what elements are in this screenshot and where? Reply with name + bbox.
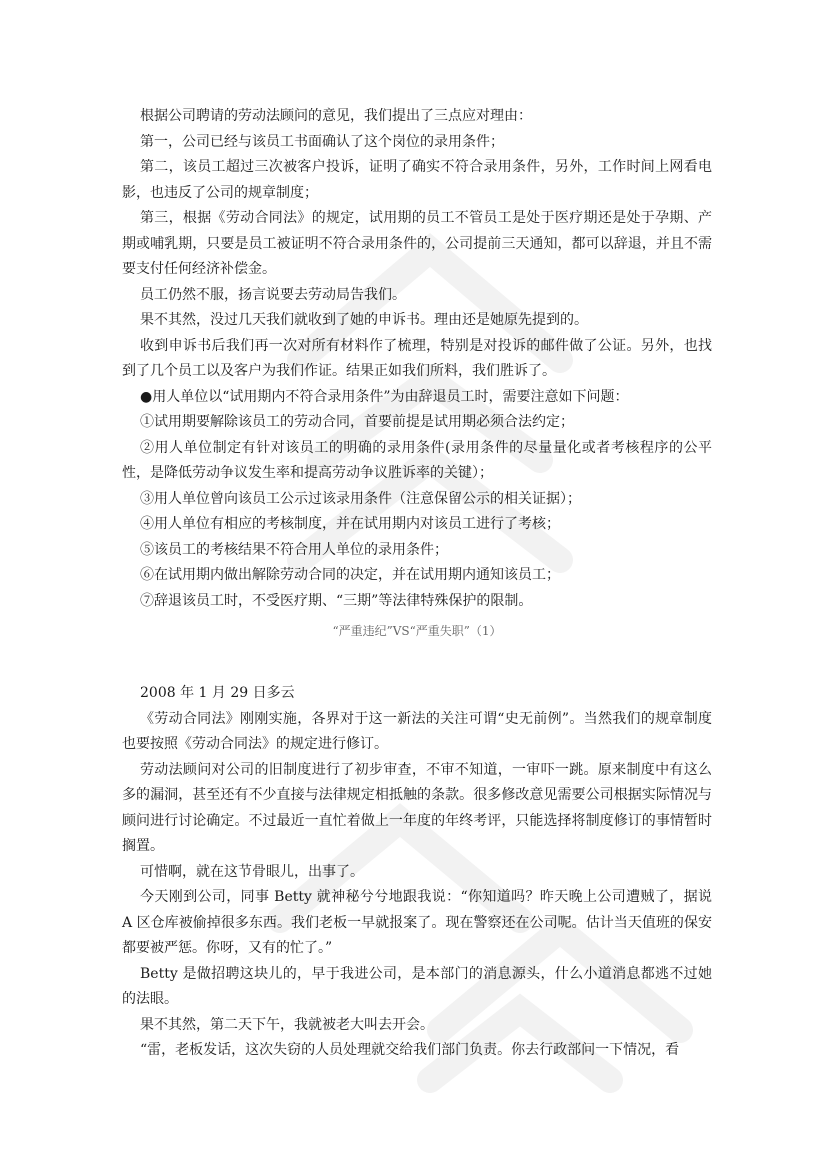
list-item: ②用人单位制定有针对该员工的明确的录用条件(录用条件的尽量量化或者考核程序的公平性，是降低劳动争议发生率和提高劳动争议胜诉率的关键）； xyxy=(122,439,712,481)
paragraph: 根据公司聘请的劳动法顾问的意见，我们提出了三点应对理由： xyxy=(140,108,532,124)
paragraph: 可惜啊，就在这节骨眼儿，出事了。 xyxy=(140,863,364,880)
paragraph: 果不其然，没过几天我们就收到了她的申诉书。理由还是她原先提到的。 xyxy=(140,312,588,328)
list-item: ⑦辞退该员工时，不受医疗期、“三期”等法律特殊保护的限制。 xyxy=(140,592,533,609)
paragraph: Betty 是做招聘这块儿的，早于我进公司，是本部门的消息源头，什么小道消息都逃不过她的法眼。 xyxy=(122,965,712,1007)
body-text-block-1 xyxy=(122,104,712,614)
body-text-block-2 xyxy=(122,681,712,1064)
diary-date: 2008 年 1 月 29 日多云 xyxy=(140,685,295,701)
list-item: ①试用期要解除该员工的劳动合同，首要前提是试用期必须合法约定； xyxy=(140,414,574,430)
list-item: ③用人单位曾向该员工公示过该录用条件（注意保留公示的相关证据）； xyxy=(140,490,581,507)
paragraph: 员工仍然不服，扬言说要去劳动局告我们。 xyxy=(140,286,406,303)
paragraph: 第三，根据《劳动合同法》的规定，试用期的员工不管员工是处于医疗期还是处于孕期、产期或哺乳期，只要是员工被证明不符合录用条件的，公司提前三天通知，都可以辞退，并且不需要支付任何经济补偿金。 xyxy=(122,210,712,277)
bullet-heading: ●用人单位以“试用期内不符合录用条件”为由辞退员工时，需要注意如下问题： xyxy=(140,388,629,405)
paragraph: 果不其然，第二天下午，我就被老大叫去开会。 xyxy=(140,1016,434,1033)
paragraph: 第二，该员工超过三次被客户投诉，证明了确实不符合录用条件，另外，工作时间上网看电影，也违反了公司的规章制度； xyxy=(122,159,712,201)
paragraph: 第一，公司已经与该员工书面确认了这个岗位的录用条件； xyxy=(140,133,504,150)
paragraph: 今天刚到公司，同事 Betty 就神秘兮兮地跟我说：“你知道吗？昨天晚上公司遭贼了，据说 A 区仓库被偷掉很多东西。我们老板一早就报案了。现在警察还在公司呢。估计当天值班的保安都要被严惩。你呀，又有的忙了。” xyxy=(122,889,712,956)
list-item: ⑤该员工的考核结果不符合用人单位的录用条件； xyxy=(140,541,448,558)
paragraph: “雷，老板发话，这次失窃的人员处理就交给我们部门负责。你去行政部问一下情况，看 xyxy=(140,1042,680,1058)
paragraph: 《劳动合同法》刚刚实施，各界对于这一新法的关注可谓“史无前例”。当然我们的规章制度也要按照《劳动合同法》的规定进行修订。 xyxy=(122,710,712,752)
paragraph: 收到申诉书后我们再一次对所有材料作了梳理，特别是对投诉的邮件做了公证。另外，也找到了几个员工以及客户为我们作证。结果正如我们所料，我们胜诉了。 xyxy=(122,337,712,379)
section-title: “严重违纪”VS“严重失职”（1） xyxy=(332,624,502,638)
list-item: ④用人单位有相应的考核制度，并在试用期内对该员工进行了考核； xyxy=(140,516,560,532)
paragraph: 劳动法顾问对公司的旧制度进行了初步审查，不审不知道，一审吓一跳。原来制度中有这么多的漏洞，甚至还有不少直接与法律规定相抵触的条款。很多修改意见需要公司根据实际情况与顾问进行讨论确定。不过最近一直忙着做上一年度的年终考评，只能选择将制度修订的事情暂时搁置。 xyxy=(122,761,712,854)
list-item: ⑥在试用期内做出解除劳动合同的决定，并在试用期内通知该员工； xyxy=(140,567,560,583)
